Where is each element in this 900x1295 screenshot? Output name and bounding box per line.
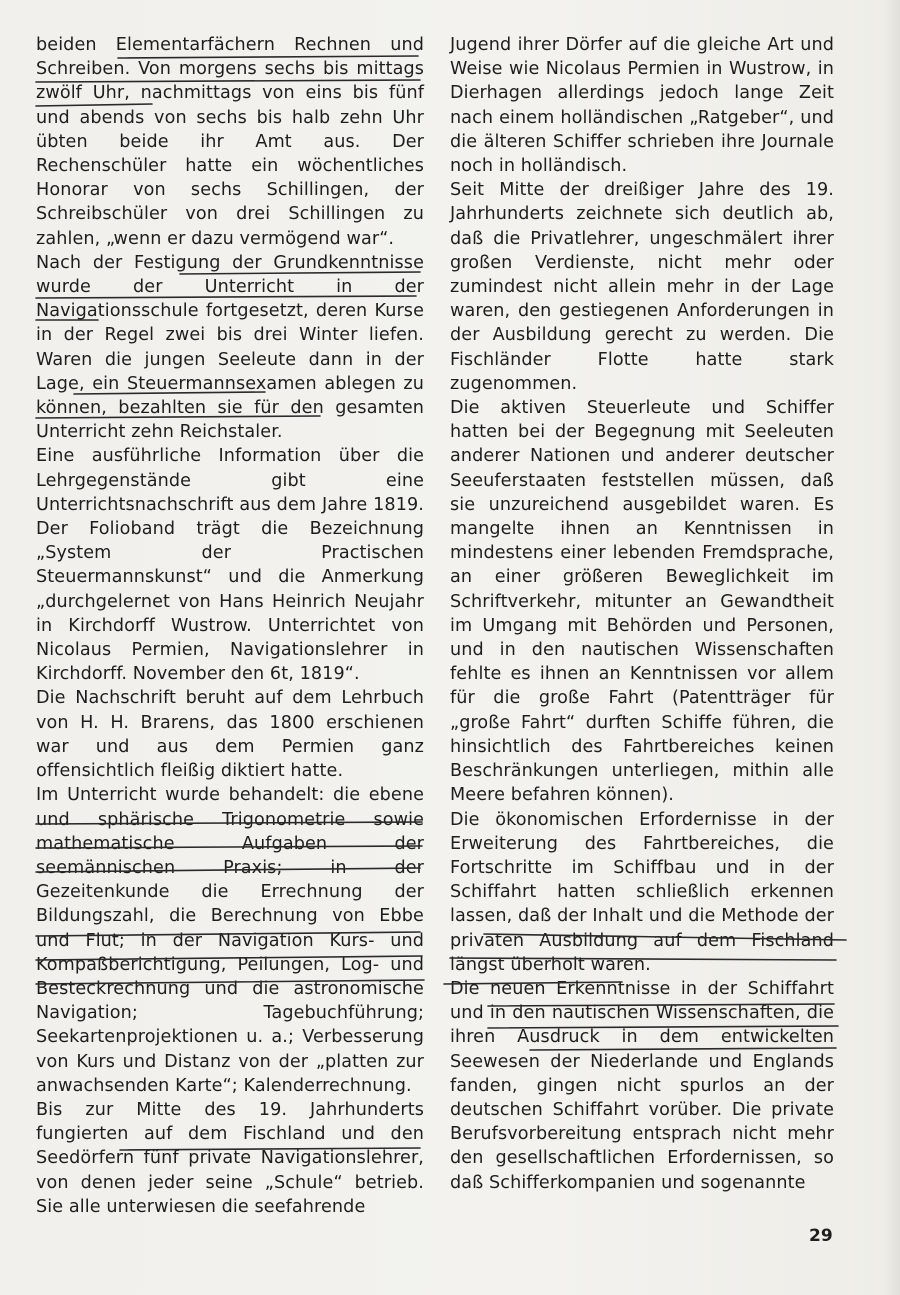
left-text-column (36, 33, 424, 1219)
paragraph: Im Unterricht wurde behandelt: die ebene und sphärische Trigonometrie sowie mathematische Aufgaben der seemännischen Praxis; in der Gezeitenkunde die Errechnung der Bildungszahl, die Berechnung von Ebbe und Flut; in der Navigation Kurs- und Kompaßberichtigung, Peilungen, Log- und Besteckrechnung und die astronomische Navigation; Tagebuchführung; Seekartenprojektionen u. a.; Verbesserung von Kurs und Distanz von der „platten zur anwachsenden Karte“; Kalenderrechnung. (36, 785, 424, 1096)
right-text-column (450, 33, 834, 1195)
paragraph: Die ökonomischen Erfordernisse in der Erweiterung des Fahrtbereiches, die Fortschritte im Schiffbau und in der Schiffahrt hatten schließlich erkennen lassen, daß der Inhalt und die Methode der privaten Ausbildung auf dem Fischland längst überholt waren. (450, 809, 834, 975)
page-edge-shadow (884, 0, 900, 1295)
paragraph: Jugend ihrer Dörfer auf die gleiche Art und Weise wie Nicolaus Permien in Wustrow, in Dierhagen allerdings jedoch lange Zeit nach einem holländischen „Ratgeber“, und die älteren Schiffer schrieben ihre Journale noch in holländisch. (450, 35, 834, 177)
paragraph: Bis zur Mitte des 19. Jahrhunderts fungierten auf dem Fischland und den Seedörfern fünf private Navigationslehrer, von denen jeder seine „Schule“ betrieb. Sie alle unterwiesen die seefahrende (36, 1099, 424, 1217)
page-number: 29 (809, 1226, 833, 1246)
paragraph: Nach der Festigung der Grundkenntnisse wurde der Unterricht in der Navigationsschule fortgesetzt, deren Kurse in der Regel zwei bis drei Winter liefen. Waren die jungen Seeleute dann in der Lage, ein Steuermannsexamen ablegen zu können, bezahlten sie für den gesamten Unterricht zehn Reichstaler. (36, 252, 424, 443)
paragraph: Die neuen Erkenntnisse in der Schiffahrt und in den nautischen Wissenschaften, die ihren Ausdruck in dem entwickelten Seewesen der Niederlande und Englands fanden, gingen nicht spurlos an der deutschen Schiffahrt vorüber. Die private Berufsvorbereitung entsprach nicht mehr den gesellschaftlichen Erfordernissen, so daß Schifferkompanien und sogenannte (450, 978, 834, 1193)
paragraph: Eine ausführliche Information über die Lehrgegenstände gibt eine Unterrichtsnachschrift aus dem Jahre 1819. Der Folioband trägt die Bezeichnung „System der Practischen Steuermannskunst“ und die Anmerkung „durchgelernet von Hans Heinrich Neujahr in Kirchdorff Wustrow. Unterrichtet von Nicolaus Permien, Navigationslehrer in Kirchdorff. November den 6t, 1819“. (36, 446, 424, 685)
paragraph: Die aktiven Steuerleute und Schiffer hatten bei der Begegnung mit Seeleuten anderer Nationen und anderer deutscher Seeuferstaaten feststellen müssen, daß sie unzureichend ausgebildet waren. Es mangelte ihnen an Kenntnissen in mindestens einer lebenden Fremdsprache, an einer größeren Beweglichkeit im Schriftverkehr, mitunter an Gewandtheit im Umgang mit Behörden und Personen, und in den nautischen Wissenschaften fehlte es ihnen an Kenntnissen vor allem für die große Fahrt (Patentträger für „große Fahrt“ durften Schiffe führen, die hinsichtlich des Fahrtbereiches keinen Beschränkungen unterliegen, mithin alle Meere befahren können). (450, 398, 834, 806)
paragraph: beiden Elementarfächern Rechnen und Schreiben. Von morgens sechs bis mittags zwölf Uhr, nachmittags von eins bis fünf und abends von sechs bis halb zehn Uhr übten beide ihr Amt aus. Der Rechenschüler hatte ein wöchentliches Honorar von sechs Schillingen, der Schreibschüler von drei Schillingen zu zahlen, „wenn er dazu vermögend war“. (36, 35, 424, 249)
paragraph: Die Nachschrift beruht auf dem Lehrbuch von H. H. Brarens, das 1800 erschienen war und aus dem Permien ganz offensichtlich fleißig diktiert hatte. (36, 688, 424, 782)
paragraph: Seit Mitte der dreißiger Jahre des 19. Jahrhunderts zeichnete sich deutlich ab, daß die Privatlehrer, ungeschmälert ihrer großen Verdienste, nicht mehr oder zumindest nicht allein mehr in der Lage waren, den gestiegenen Anforderungen in der Ausbildung gerecht zu werden. Die Fischländer Flotte hatte stark zugenommen. (450, 180, 834, 394)
